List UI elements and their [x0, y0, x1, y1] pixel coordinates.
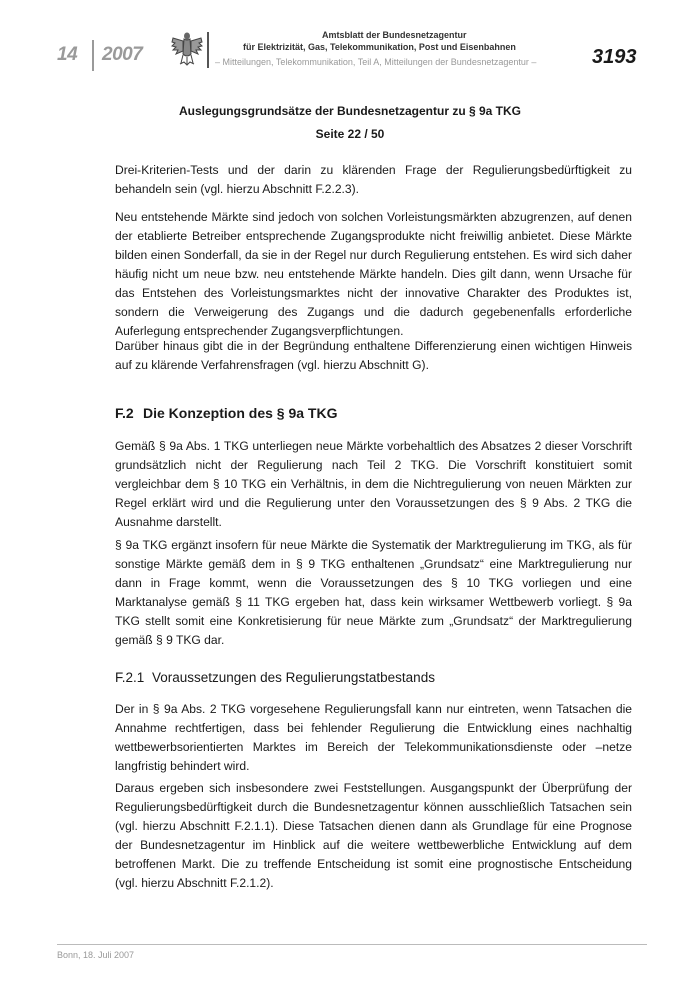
paragraph: Daraus ergeben sich insbesondere zwei Feststellungen. Ausgangspunkt der Überprüfung der Regulierungsbedürftigkeit durch die Bundesnetzagentur können ausschließlich Tatsachen sein (vgl. hierzu Abschnitt F.2.1.1). Diese Tatsachen dienen dann als Grundlage für eine Prognose der Bundesnetzagentur im Hinblick auf die weitere wettbewerbliche Entwicklung auf dem betroffenen Markt. Die zu treffende Entscheidung ist somit eine prognostische Entscheidung (vgl. hierzu Abschnitt F.2.1.2).: [115, 781, 632, 890]
federal-eagle-icon: [170, 30, 204, 68]
section-number: F.2.1: [115, 670, 145, 685]
document-title: Auslegungsgrundsätze der Bundesnetzagentur zu § 9a TKG: [178, 104, 522, 118]
paragraph: § 9a TKG ergänzt insofern für neue Märkte die Systematik der Marktregulierung im TKG, als für sonstige Märkte gemäß dem in § 9 TKG enthaltenen „Grundsatz“ eine Marktregulierung nur dann in Frage kommt, wenn die Voraussetzungen des § 10 TKG vorliegen und eine Marktanalyse gemäß § 11 TKG ergeben hat, dass kein wirksamer Wettbewerb vorliegt. § 9a TKG stellt somit eine Konkretisierung für neue Märkte zum „Grundsatz“ der Marktregulierung gemäß § 9 TKG dar.: [115, 538, 632, 647]
section-heading-f21: [115, 670, 435, 685]
paragraph: Drei-Kriterien-Tests und der darin zu klärenden Frage der Regulierungsbedürftigkeit zu behandeln sein (vgl. hierzu Abschnitt F.2.2.3).: [115, 163, 632, 196]
section-title: Die Konzeption des § 9a TKG: [143, 405, 338, 421]
page-number: 3193: [592, 46, 637, 68]
footer-divider: [57, 944, 647, 945]
section-heading-f2: [115, 405, 337, 421]
header-divider: [207, 32, 209, 68]
section-title: Voraussetzungen des Regulierungstatbestands: [152, 670, 435, 685]
paragraph: Neu entstehende Märkte sind jedoch von solchen Vorleistungsmärkten abzugrenzen, auf denen der etablierte Betreiber entsprechende Zugangsprodukte nicht freiwillig anbietet. Diese Märkte bilden einen Sonderfall, da sie in der Regel nur durch Regulierung entstehen. Es wird sich daher häufig nicht um neue bzw. neu entstehende Märkte handeln. Dies gilt dann, wenn Ursache für das Entstehen des Vorleistungsmarktes nicht der innovative Charakter des Produktes ist, sondern die Verweigerung des Zugangs und die dadurch gegebenenfalls erforderliche Auferlegung entsprechender Zugangsverpflichtungen.: [115, 210, 632, 338]
issue-year: 2007: [102, 44, 143, 65]
gazette-title: Amtsblatt der Bundesnetzagentur: [322, 30, 467, 40]
paragraph: Gemäß § 9a Abs. 1 TKG unterliegen neue Märkte vorbehaltlich des Absatzes 2 dieser Vorschrift grundsätzlich nicht der Regulierung nach Teil 2 TKG. Die Vorschrift konstituiert somit vergleichbar dem § 10 TKG ein Verhältnis, in dem die Nichtregulierung von neuen Märkten zur Regel erklärt wird und die Regulierung unter den Voraussetzungen des § 9 Abs. 2 TKG die Ausnahme darstellt.: [115, 439, 632, 529]
issue-number: 14: [57, 44, 78, 65]
footer-date: Bonn, 18. Juli 2007: [57, 950, 135, 960]
paragraph: Darüber hinaus gibt die in der Begründung enthaltene Differenzierung einen wichtigen Hinweis auf zu klärende Verfahrensfragen (vgl. hierzu Abschnitt G).: [115, 339, 632, 372]
issue-divider: [92, 40, 94, 71]
gazette-section: – Mitteilungen, Telekommunikation, Teil A, Mitteilungen der Bundesnetzagentur –: [215, 57, 537, 67]
paragraph: Der in § 9a Abs. 2 TKG vorgesehene Regulierungsfall kann nur eintreten, wenn Tatsachen die Annahme rechtfertigen, dass bei fehlender Regulierung die Entwicklung eines nachhaltig wettbewerbsorientierten Marktes im Bereich der Telekommunikationsdienste oder –netze langfristig behindert wird.: [115, 702, 632, 773]
gazette-subtitle: für Elektrizität, Gas, Telekommunikation, Post und Eisenbahnen: [243, 42, 516, 52]
document-page-label: Seite 22 / 50: [315, 127, 385, 141]
section-number: F.2: [115, 405, 134, 421]
